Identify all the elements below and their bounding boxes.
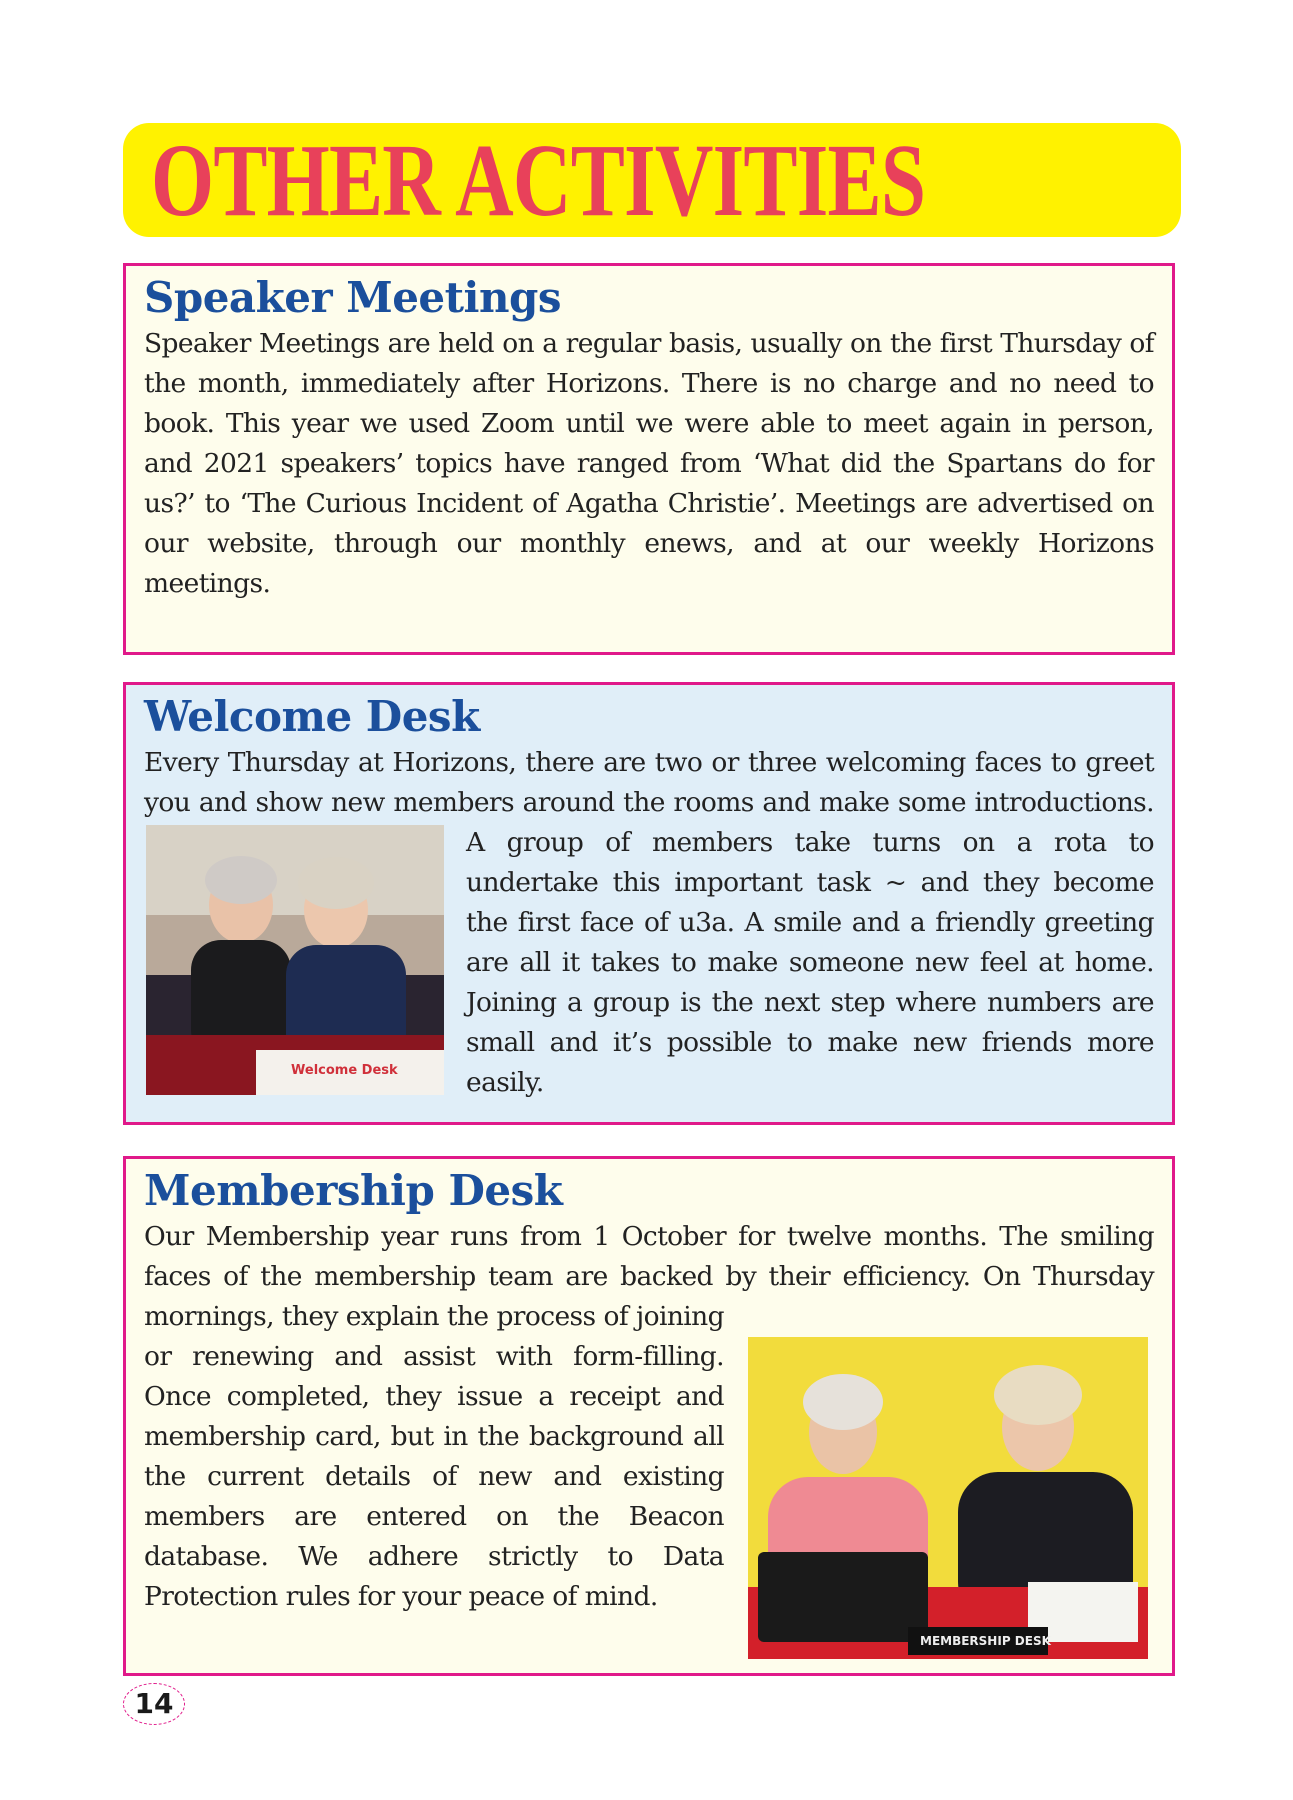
title-banner <box>123 123 1181 237</box>
photo-sign-text: MEMBERSHIP DESK <box>920 1634 1051 1648</box>
section-body: Every Thursday at Horizons, there are two or three welcoming faces to greet you and show new members around the rooms and make some introductions. A group of members take turns on a rota to undertake this important task ~ and they become the first face of u3a. A smile and a friendly greeting are all it takes to make someone new feel at home. Joining a group is the next step where numbers are small and it’s possible to make new friends more easily. <box>144 747 1154 1098</box>
section-body: Our Membership year runs from 1 October for twelve months. The smiling faces of the membership team are backed by their efficiency. On Thursday mornings, they explain the process of joining or renewing and assist with form-filling. Once completed, they issue a receipt and membership card, but in the background all the current details of new and existing members are entered on the Beacon database. We adhere strictly to Data Protection rules for your peace of mind. <box>144 1221 1154 1612</box>
photo-sign-text: Welcome Desk <box>291 1063 398 1078</box>
page-title: OTHER ACTIVITIES <box>151 123 926 238</box>
welcome-desk-section <box>123 682 1175 1125</box>
section-heading: Speaker Meetings <box>144 273 562 322</box>
section-body: Speaker Meetings are held on a regular basis, usually on the first Thursday of the month, immediately after Horizons. There is no charge and no need to book. This year we used Zoom until we were able to meet again in person, and 2021 speakers’ topics have ranged from ‘What did the Spartans do for us?’ to ‘The Curious Incident of Agatha Christie’. Meetings are advertised on our website, through our monthly enews, and at our weekly Horizons meetings. <box>144 328 1154 599</box>
membership-desk-section <box>123 1156 1175 1676</box>
membership-desk-photo <box>748 1337 1148 1659</box>
section-heading: Membership Desk <box>144 1166 563 1215</box>
speaker-meetings-section <box>123 263 1175 655</box>
page-number: 14 <box>123 1683 185 1725</box>
section-heading: Welcome Desk <box>144 692 480 741</box>
welcome-desk-photo <box>146 825 444 1095</box>
